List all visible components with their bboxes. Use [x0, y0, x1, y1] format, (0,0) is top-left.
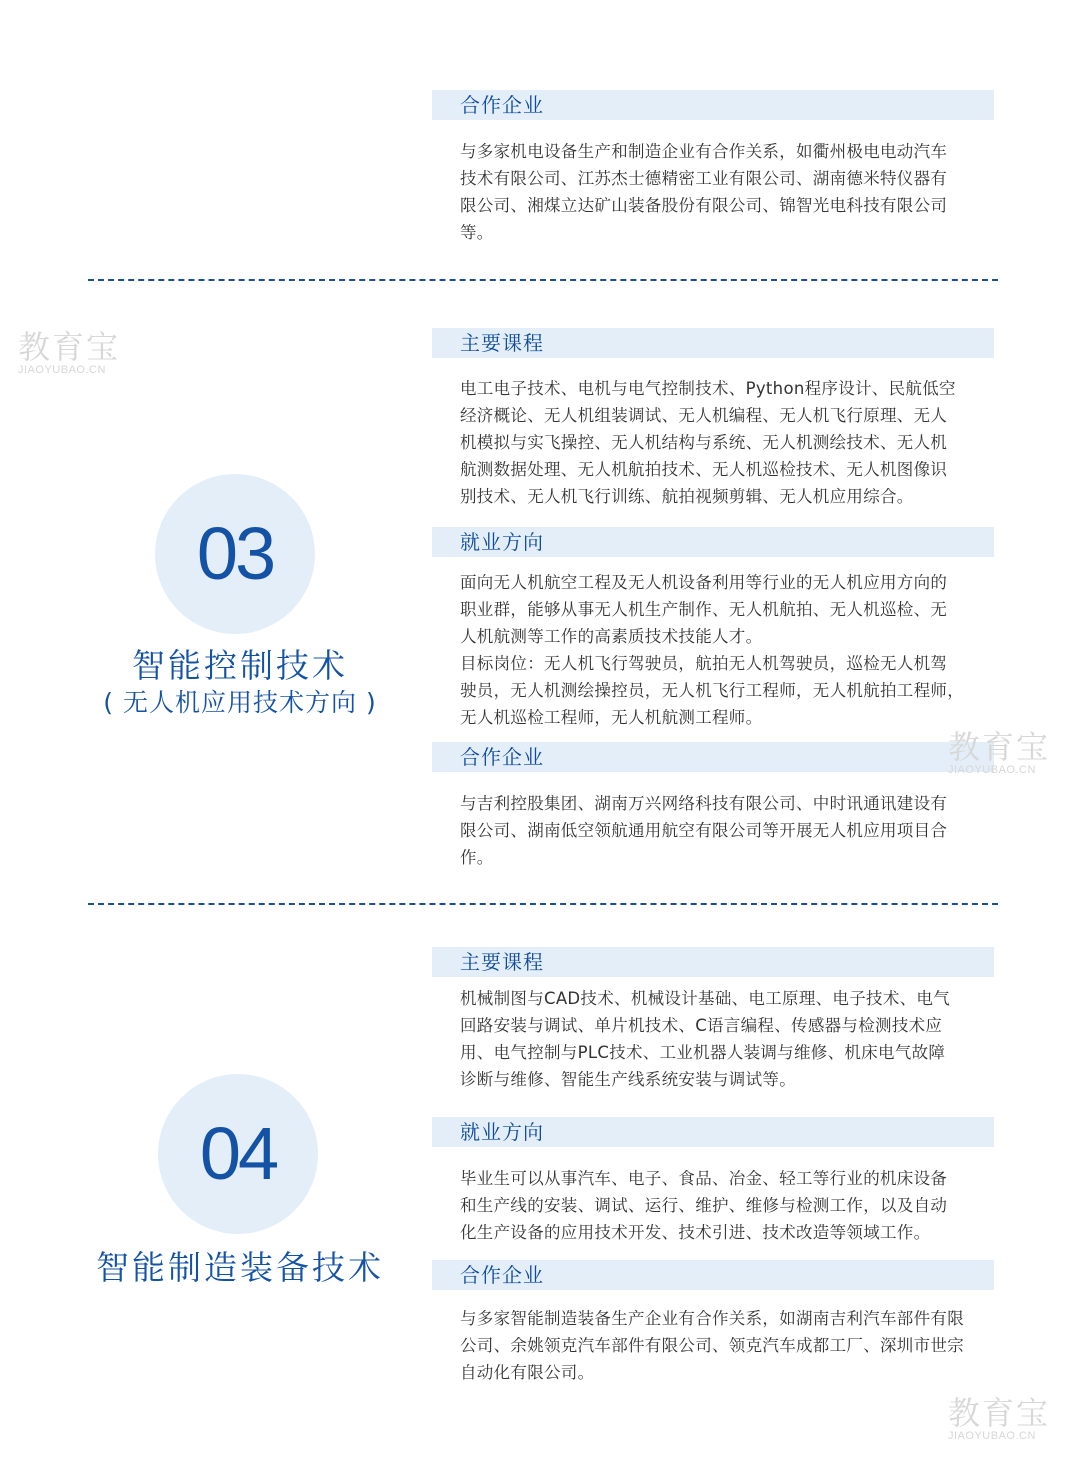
courses-text: 电工电子技术、电机与电气控制技术、Python程序设计、民航低空 经济概论、无人机组装调试、无人机编程、无人机飞行原理、无人 机模拟与实飞操控、无人机结构与系统、无人机测绘技术、无人机 航测数据处理、无人机航拍技术、无人机巡检技术、无人机图像识 别技术、无人机飞行训练、航拍视频剪辑、无人机应用综合。 — [460, 379, 956, 506]
partners-header-bar — [432, 742, 994, 772]
partners-text: 与多家智能制造装备生产企业有合作关系，如湖南吉利汽车部件有限 公司、余姚领克汽车部件有限公司、领克汽车成都工厂、深圳市世宗 自动化有限公司。 — [460, 1309, 964, 1382]
watermark-title: 教育宝 — [948, 1394, 1051, 1432]
major-title: 智能制造装备技术 — [96, 1248, 384, 1287]
major-number-circle — [155, 474, 315, 634]
courses-header-bar — [432, 947, 994, 977]
courses-text: 机械制图与CAD技术、机械设计基础、电工原理、电子技术、电气 回路安装与调试、单片机技术、C语言编程、传感器与检测技术应 用、电气控制与PLC技术、工业机器人装调与维修、机床电气故障 诊断与维修、智能生产线系统安装与调试等。 — [460, 989, 951, 1089]
courses-header: 主要课程 — [460, 331, 544, 355]
watermark-title: 教育宝 — [18, 328, 121, 366]
partners-header: 合作企业 — [460, 93, 544, 117]
employment-header: 就业方向 — [460, 530, 544, 554]
major-title: 智能控制技术 — [132, 646, 348, 685]
major-subtitle: ( 无人机应用技术方向 ) — [103, 688, 377, 717]
watermark-url: JIAOYUBAO.CN — [948, 1430, 1036, 1442]
employment-text: 毕业生可以从事汽车、电子、食品、冶金、轻工等行业的机床设备 和生产线的安装、调试、运行、维护、维修与检测工作，以及自动 化生产设备的应用技术开发、技术引进、技术改造等领域工作。 — [460, 1169, 948, 1242]
watermark-url: JIAOYUBAO.CN — [948, 764, 1036, 776]
major-number-circle — [158, 1074, 318, 1234]
employment-text: 面向无人机航空工程及无人机设备利用等行业的无人机应用方向的 职业群，能够从事无人机生产制作、无人机航拍、无人机巡检、无 人机航测等工作的高素质技术技能人才。 目标岗位：无人机飞行驾驶员，航拍无人机驾驶员，巡检无人机驾 驶员，无人机测绘操控员，无人机飞行工程师，无人机航拍工程师， 无人机巡检工程师，无人机航测工程师。 — [460, 573, 964, 727]
major-number: 03 — [196, 512, 274, 595]
employment-header: 就业方向 — [460, 1120, 544, 1144]
partners-header: 合作企业 — [460, 1263, 544, 1287]
watermark — [948, 1396, 1050, 1442]
partners-text: 与吉利控股集团、湖南万兴网络科技有限公司、中时讯通讯建设有 限公司、湖南低空领航通用航空有限公司等开展无人机应用项目合 作。 — [460, 794, 948, 867]
courses-header-bar — [432, 328, 994, 358]
section-divider — [88, 279, 998, 281]
employment-header-bar — [432, 527, 994, 557]
watermark-url: JIAOYUBAO.CN — [18, 364, 106, 376]
employment-header-bar — [432, 1117, 994, 1147]
watermark — [948, 730, 1050, 776]
partners-text: 与多家机电设备生产和制造企业有合作关系，如衢州极电电动汽车 技术有限公司、江苏杰士德精密工业有限公司、湖南德米特仪器有 限公司、湘煤立达矿山装备股份有限公司、锦智光电科技有限公司 等。 — [460, 142, 948, 242]
courses-header: 主要课程 — [460, 950, 544, 974]
partners-header-bar — [432, 90, 994, 120]
watermark — [18, 330, 120, 376]
partners-header: 合作企业 — [460, 745, 544, 769]
watermark-title: 教育宝 — [948, 728, 1051, 766]
section-divider — [88, 903, 998, 905]
major-number: 04 — [199, 1112, 277, 1195]
partners-header-bar — [432, 1260, 994, 1290]
